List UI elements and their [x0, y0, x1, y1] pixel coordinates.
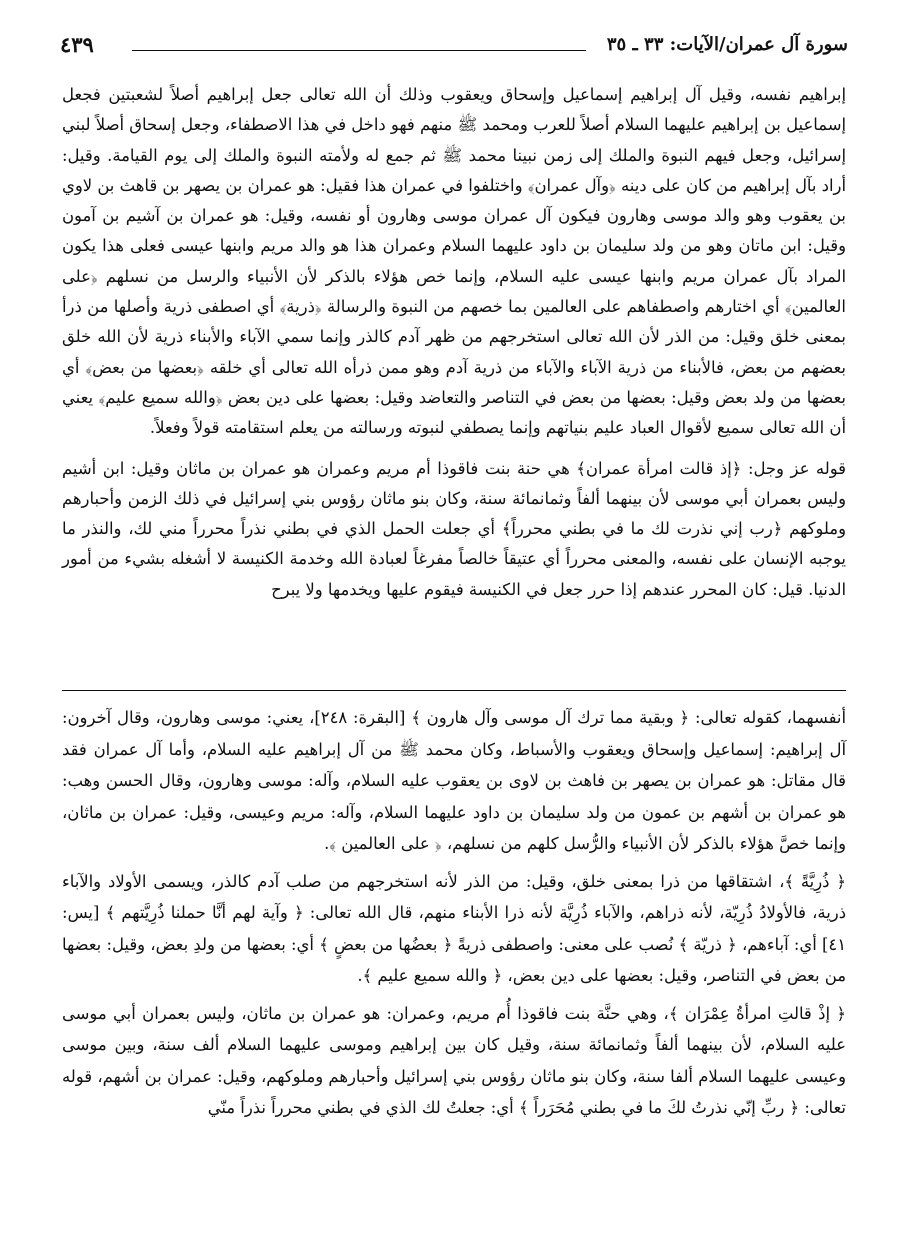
page-header [60, 28, 848, 68]
commentary-paragraph-2: قوله عز وجل: ﴿إذ قالت امرأة عمران﴾ هي حنة بنت فاقوذا أم مريم وعمران هو عمران بن ماثان وقيل: ابن أشيم وليس بعمران أبي موسى لأن بينهما ألفاً وثمانمائة سنة، وكان بنو ماثان رؤوس بني إسرائيل في ذلك الزمن وأحبارهم وملوكهم ﴿رب إني نذرت لك ما في بطني محرراً﴾ أي جعلت الحمل الذي في بطني نذراً محرراً مني لك، والنذر ما يوجبه الإنسان على نفسه، والمعنى محرراً أي عتيقاً خالصاً مفرغاً لعبادة الله وخدمة الكنيسة لا أشغله بشيء من أمور الدنيا. قيل: كان المحرر عندهم إذا حرر جعل في الكنيسة فيقوم عليها ويخدمها ولا يبرح [62, 458, 846, 599]
lower-paragraph-3: ﴿ إذْ قالتِ امرأةُ عِمْرَان ﴾، وهي حنَّة بنت فاقوذا أُم مريم، وعمران: هو عمران بن ماثان، وليس بعمران أبي موسى عليه السلام، لأن بينهما ألفاً وثمانمائة سنة، وقيل كان بين إبراهيم وموسى عليهما السلام ألف سنة، وبين موسى وعيسى عليهما السلام ألفا سنة، وكان بنو ماثان رؤوس بني إسرائيل وأحبارهم وملوكهم، وقيل: عمران بن أشهم، قوله تعالى: ﴿ ربِّ إنّي نذرتُ لكَ ما في بطني مُحَرَراً ﴾ أي: جعلتُ لك الذي في بطني محرراً نذراً منّي [62, 1003, 846, 1117]
header-rule [132, 50, 586, 51]
lower-commentary [62, 702, 846, 1130]
main-commentary [62, 80, 846, 605]
page-number: ٤٣٩ [60, 32, 94, 57]
lower-paragraph-2: ﴿ ذُرِيَّةً ﴾، اشتقاقها من ذرا بمعنى خلق، وقيل: من الذر لأنه استخرجهم من صلب آدم كالذر، ويسمى الأولاد والآباء ذرية، فالأولادُ ذُرِيّة، لأنه ذراهم، والآباء ذُرِيَّة لأنه ذرا الأبناء منهم، قال الله تعالى: ﴿ وآية لهم أنَّا حملنا ذُرِيَّتهم ﴾ [يس: ٤١] أي: آباءهم، ﴿ ذريّة ﴾ نُصب على معنى: واصطفى ذريةً ﴿ بعضُها من بعضٍ ﴾ أي: بعضها من ولدِ بعض، وقيل: بعضها من بعض في التناصر، وقيل: بعضها على دين بعض، ﴿ والله سميع عليم ﴾. [62, 871, 846, 985]
section-divider [62, 690, 846, 691]
commentary-paragraph-1: إبراهيم نفسه، وقيل آل إبراهيم إسماعيل وإسحاق ويعقوب وذلك أن الله تعالى جعل إبراهيم أصلاً لشعبتين فجعل إسماعيل بن إبراهيم عليهما السلام أصلاً للعرب ومحمد ﷺ منهم فهو داخل في هذا الاصطفاء، وجعل إسحاق أصلاً لبني إسرائيل، وجعل فيهم النبوة والملك إلى زمن نبينا محمد ﷺ ثم جمع له ولأمته النبوة والملك إلى يوم القيامة. وقيل: أراد بآل إبراهيم من كان على دينه ﴿وآل عمران﴾ واختلفوا في عمران هذا فقيل: هو عمران بن يصهر بن قاهث بن لاوي بن يعقوب وهو والد موسى وهارون فيكون آل عمران موسى وهارون أو نفسه، وقيل: هو عمران بن آشيم بن آمون وقيل: ابن ماتان وهو من ولد سليمان بن داود عليهما السلام وعمران هذا هو والد مريم وابنها عيسى فعلى هذا يكون المراد بآل عمران مريم وابنها عيسى عليه السلام، وإنما خص هؤلاء بالذكر لأن الأنبياء والرسل من نسلهم ﴿على العالمين﴾ أي اختارهم واصطفاهم على العالمين بما خصهم من النبوة والرسالة ﴿ذرية﴾ أي اصطفى ذرية وأصلها من ذرأ بمعنى خلق وقيل: من الذر لأن الله تعالى استخرجهم من ظهر آدم كالذر وإنما سمي الآباء والأبناء ذرية لأن الله خلق بعضهم من بعض، فالأبناء من ذرية الآباء والآباء من ذرية آدم وهو ممن ذرأه الله تعالى أي خلقه ﴿بعضها من بعض﴾ أي بعضها من ولد بعض وقيل: بعضها من بعض في التناصر والتعاضد وقيل: بعضها على دين بعض ﴿والله سميع عليم﴾ يعني أن الله تعالى سميع لأقوال العباد عليم بنياتهم وإنما يصطفي لنبوته ورسالته من يعلم استقامته قولاً وفعلاً. [62, 85, 846, 438]
lower-paragraph-1: أنفسهما، كقوله تعالى: ﴿ وبقية مما ترك آل موسى وآل هارون ﴾ [البقرة: ٢٤٨]، يعني: موسى وهارون، وقال آخرون: آل إبراهيم: إسماعيل وإسحاق ويعقوب والأسباط، وكان محمد ﷺ من آل إبراهيم عليه السلام، وأما آل عمران فقد قال مقاتل: هو عمران بن يصهر بن فاهث بن لاوى بن يعقوب عليه السلام، وآله: موسى وهارون، وقال الحسن وهب: هو عمران بن أشهم بن عمون من ولد سليمان بن داود عليهما السلام، وآله: مريم وعيسى، وقيل: عمران بن ماثان، وإنما خصَّ هؤلاء بالذكر لأن الأنبياء والرُّسل كلهم من نسلهم، ﴿ على العالمين ﴾. [62, 708, 846, 853]
running-title: سورة آل عمران/الآيات: ٣٣ ـ ٣٥ [606, 34, 848, 55]
